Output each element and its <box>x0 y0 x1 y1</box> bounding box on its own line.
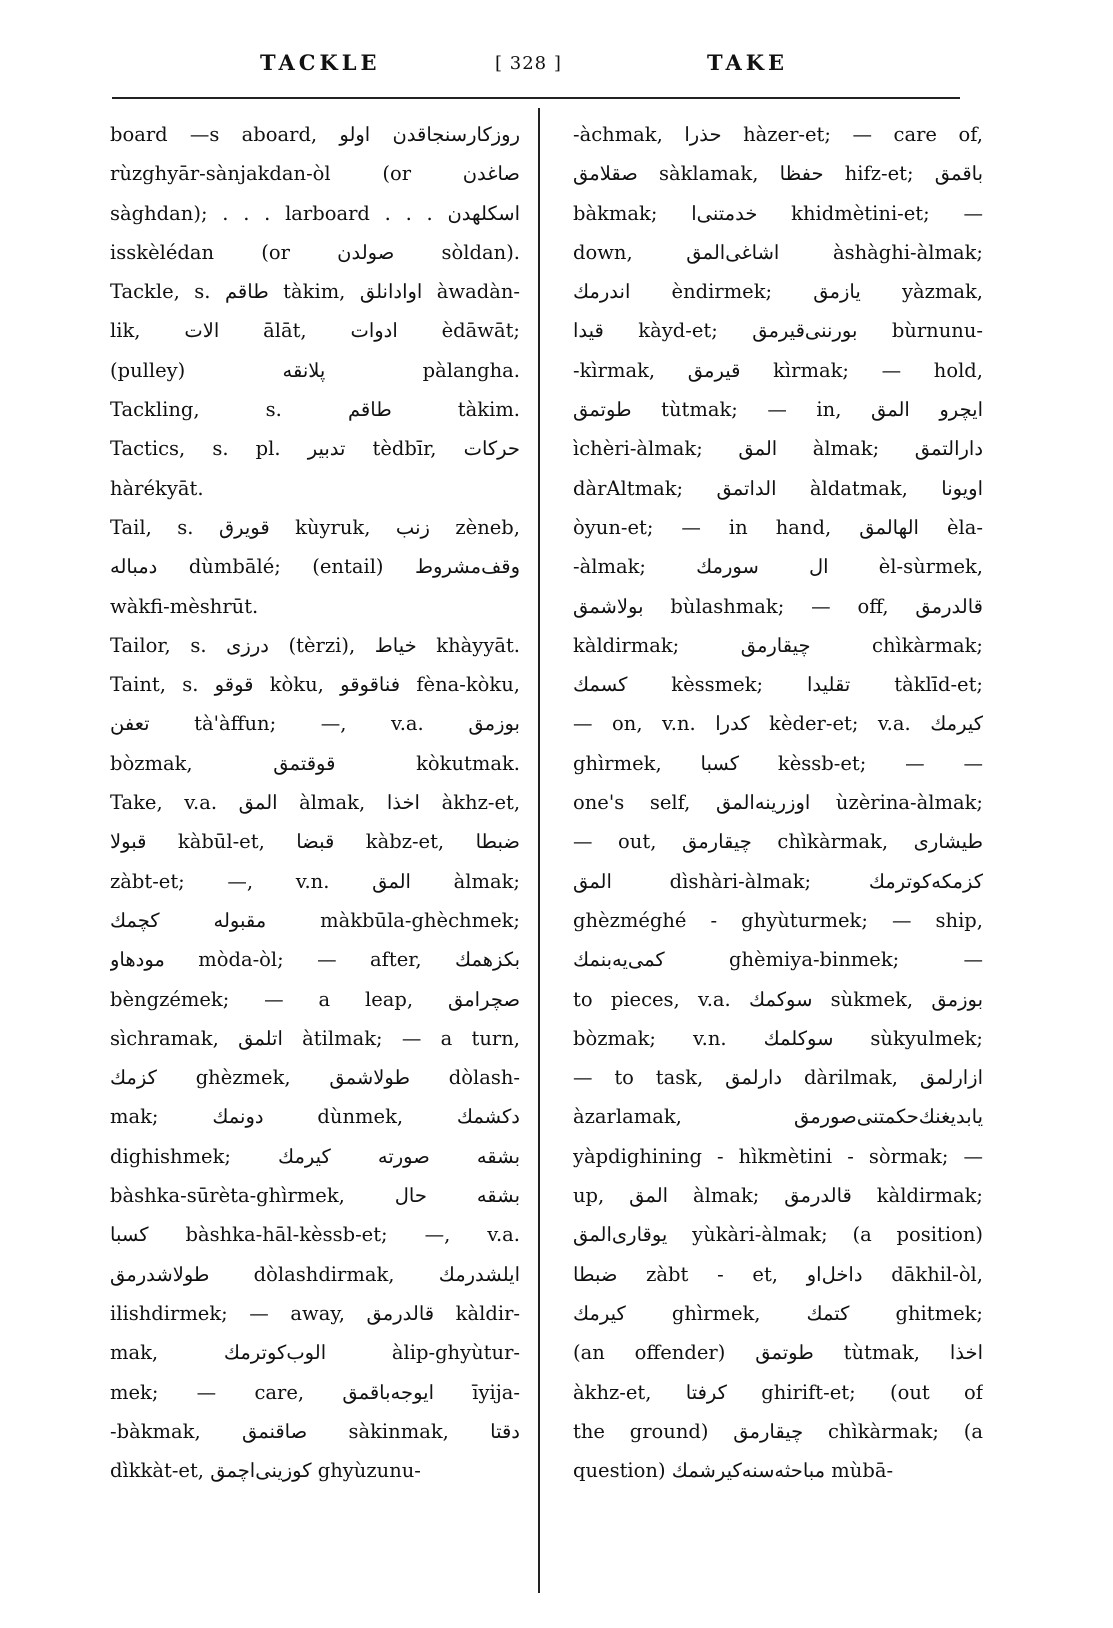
text-line: كسمك kèssmek; تقليدا tàklīd-et; <box>573 673 983 697</box>
text-line: yàpdighining - hìkmètini - sòrmak; — <box>573 1144 983 1168</box>
text-line: صقلامق sàklamak, حفظا hifz-et; باقمق <box>573 162 983 186</box>
text-line: -àchmak, حذرا hàzer-et; — care of, <box>573 123 983 146</box>
text-line: ìchèri-àlmak; المق àlmak; دارالتمق <box>573 437 983 461</box>
text-line: ghìrmek, كسبا kèssb-et; — — <box>573 751 983 775</box>
text-line: mek; — care, ايوجه‌باقمق īyija- <box>110 1380 520 1404</box>
text-line: òyun-et; — in hand, الهالمق èla- <box>573 515 983 539</box>
text-line: اندرمك èndirmek; يازمق yàzmak, <box>573 280 983 304</box>
text-line: hàrékyāt. <box>110 476 204 500</box>
header-right-word: TAKE <box>707 50 789 75</box>
text-line: مقبوله كچمك màkbūla-ghèchmek; <box>110 908 520 932</box>
right-column <box>573 115 983 1490</box>
text-line: Tactics, s. pl. تدبير tèdbīr, حركات <box>110 437 520 461</box>
text-line: dàrAltmak; الداتمق àldatmak, اويونا <box>573 476 983 500</box>
text-line: mak, الوب‌كوترمك àlip-ghyùtur- <box>110 1341 520 1365</box>
text-line: the ground) چيقارمق chìkàrmak; (a <box>573 1419 983 1443</box>
text-line: Tackling, s. طاقم tàkim. <box>110 398 520 422</box>
text-line: -àlmak; ال سورمك èl-sùrmek, <box>573 555 983 579</box>
text-line: -bàkmak, صاقنمق sàkinmak, دقتا <box>110 1419 520 1443</box>
text-line: isskèlédan (or صولدن sòldan). <box>110 240 520 264</box>
text-line: يوقارى‌المق yùkàri-àlmak; (a position) <box>573 1223 983 1247</box>
text-line: bòzmak, قوقتمق kòkutmak. <box>110 751 520 775</box>
text-line: dighishmek; بشقه صورته كيرمك <box>110 1144 520 1168</box>
text-line: قيدا kàyd-et; بورننى‌قيرمق bùrnunu- <box>573 319 983 343</box>
column-divider <box>538 108 540 1593</box>
text-line: دمباله dùmbālé; (entail) وقف‌مشروط <box>110 555 520 579</box>
text-line: كزمك ghèzmek, طولاشمق dòlash- <box>110 1066 520 1090</box>
text-line: bòzmak; v.n. سوكلمك sùkyulmek; <box>573 1026 983 1050</box>
header-left-word: TACKLE <box>260 50 381 75</box>
page-number: [ 328 ] <box>495 53 562 74</box>
text-line: كسبا bàshka-hāl-kèssb-et; —, v.a. <box>110 1223 520 1247</box>
text-line: -kìrmak, قيرمق kìrmak; — hold, <box>573 358 983 382</box>
text-line: Tackle, s. طاقم tàkim, اوادانلق àwadàn- <box>110 280 520 304</box>
text-line: mak; دونمك dùnmek, دكشمك <box>110 1105 520 1129</box>
text-line: question) مباحثه‌سنه‌كيرشمك mùbā- <box>573 1459 894 1483</box>
text-line: — on, v.n. كدرا kèder-et; v.a. كيرمك <box>573 712 983 736</box>
text-line: — out, چيقارمق chìkàrmak, طيشارى <box>573 830 983 854</box>
text-line: المق dìshàri-àlmak; كزمكه‌كوترمك <box>573 869 983 893</box>
text-line: rùzghyār-sànjakdan-òl (or صاغدن <box>110 162 520 186</box>
text-line: sàghdan); . . . larboard . . . اسكلهدن <box>110 201 520 225</box>
text-line: — to task, دارلمق dàrilmak, ازارلمق <box>573 1066 983 1090</box>
text-line: قبولا kàbūl-et, قبضا kàbz-et, ضبطا <box>110 830 520 854</box>
text-line: تعفن tà'àffun; —, v.a. بوزمق <box>110 712 520 736</box>
text-line: bàkmak; خدمتنى‌ا khidmètini-et; — <box>573 201 983 225</box>
text-line: طولاشدرمق dòlashdirmak, ايلشدرمك <box>110 1262 520 1286</box>
text-line: ilishdirmek; — away, قالدرمق kàldir- <box>110 1301 520 1325</box>
text-line: up, المق àlmak; قالدرمق kàldirmak; <box>573 1184 983 1208</box>
text-line: to pieces, v.a. سوكمك sùkmek, بوزمق <box>573 987 983 1011</box>
text-line: بولاشمق bùlashmak; — off, قالدرمق <box>573 594 983 618</box>
text-line: Take, v.a. المق àlmak, اخذا àkhz-et, <box>110 791 520 815</box>
text-line: zàbt-et; —, v.n. المق àlmak; <box>110 869 520 893</box>
page-header <box>0 50 1113 90</box>
text-line: كمى‌يه‌بنمك ghèmiya-binmek; — <box>573 948 983 972</box>
text-line: (an offender) طوتمق tùtmak, اخذا <box>573 1341 983 1365</box>
text-line: Taint, s. قوقو kòku, فناقوقو fèna-kòku, <box>110 673 520 697</box>
text-line: kàldirmak; چيقارمق chìkàrmak; <box>573 633 983 657</box>
text-line: bàshka-sūrèta-ghìrmek, بشقه حال <box>110 1184 520 1208</box>
text-line: sìchramak, اتلمق àtilmak; — a turn, <box>110 1026 520 1050</box>
text-line: board —s aboard, روزكارسنجاقدن اولو <box>110 123 520 146</box>
text-line: Tailor, s. درزى (tèrzi), خياط khàyyāt. <box>110 633 520 657</box>
header-rule <box>112 97 960 99</box>
text-line: (pulley) پلانقه pàlangha. <box>110 358 520 382</box>
text-line: dìkkàt-et, كوزينى‌اچمق ghyùzunu- <box>110 1459 421 1483</box>
text-line: one's self, اوزرينه‌المق ùzèrina-àlmak; <box>573 791 983 815</box>
text-line: كيرمك ghìrmek, كتمك ghitmek; <box>573 1301 983 1325</box>
text-line: àkhz-et, كرفتا ghirift-et; (out of <box>573 1380 983 1404</box>
text-line: ghèzméghé - ghyùturmek; — ship, <box>573 908 983 932</box>
left-column <box>110 115 520 1490</box>
text-line: lik, الات ālāt, ادوات èdāwāt; <box>110 319 520 343</box>
text-line: طوتمق tùtmak; — in, ايچرو المق <box>573 398 983 422</box>
text-line: àzarlamak, يابديغنك‌حكمتنى‌صورمق <box>573 1105 983 1129</box>
text-line: down, اشاغى‌المق àshàghi-àlmak; <box>573 240 983 264</box>
text-line: wàkfi-mèshrūt. <box>110 594 259 618</box>
text-line: ضبطا zàbt - et, داخل‌او dākhil-òl, <box>573 1262 983 1286</box>
text-line: Tail, s. قويرق kùyruk, زنب zèneb, <box>110 515 520 539</box>
text-line: مودهاو mòda-òl; — after, بكزهمك <box>110 948 520 972</box>
text-line: bèngzémek; — a leap, صچرامق <box>110 987 520 1011</box>
